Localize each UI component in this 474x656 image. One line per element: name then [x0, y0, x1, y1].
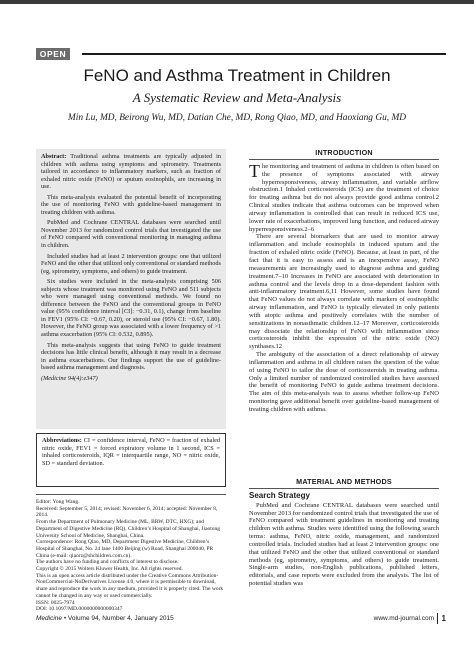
- intro-paragraph: The ambiguity of the association of a direct relationship of airway inflammation and asthma in all children raises the question of the value of using FeNO to tailor the dose of corticosteroids in treating asthma. Only a limited number of randomized controlled studies have assessed the benefit of monitoring FeNO to guide asthma treatment decisions. The aim of this meta-analysis was to assess whether follow-up FeNO monitoring gave additional benefit over guideline-based management of treating children with asthma.: [249, 351, 439, 413]
- footer-separator: [437, 613, 438, 624]
- article-title: FeNO and Asthma Treatment in Children: [83, 66, 391, 85]
- abbreviations-label: Abbreviations:: [42, 437, 82, 444]
- abstract-citation: (Medicine 94(4):e347): [41, 374, 98, 382]
- editor-line: Editor: Yong Wang.: [36, 499, 80, 505]
- author-list: Min Lu, MD, Beirong Wu, MD, Datian Che, MD, Rong Qiao, MD, and Haoxiang Gu, MD: [67, 113, 407, 123]
- affiliation-line: From the Department of Pulmonary Medicine (ML, BRW, DTC, HXG); and Department of Digestive Medicine (RQ), Children’s Hospital of Shanghai, Jiaotong University School of Medicine, Shanghai, China.: [36, 519, 221, 539]
- conflict-line: The authors have no funding and conflicts of interest to disclose.: [36, 559, 179, 566]
- copyright-line: Copyright © 2015 Wolters Kluwer Health, Inc. All rights reserved.: [36, 566, 183, 573]
- footer-website[interactable]: www.md-journal.com: [373, 615, 434, 622]
- front-matter: [36, 494, 226, 613]
- methods-heading: MATERIAL AND METHODS: [249, 478, 439, 489]
- intro-paragraph: There are several biomarkers that are used to monitor airway inflammation and include eosinophils in induced sputum and the fraction of exhaled nitric oxide (FeNO). Because, at least in part, of the fact that it is easy to assess and is an inexpensive assay, FeNO measurements are increasingly used to diagnose asthma and guiding treatment.7–10 Increases in FeNO are associated with deterioration in asthma control and the levels drop in a dose-dependent fashion with anti-inflammatory treatment.6,11 However, some studies have found that FeNO values do not always correlate with markers of eosinophilic airway inflammation, and FeNO is typically elevated in only patients with atopic asthma and positively correlates with the number of sensitizations in nonasthmatic children.12–17 Moreover, corticosteroids may dissociate the relationship of FeNO with inflammation since corticosteroids inhibit the expression of the nitric oxide (NO) synthases.12: [249, 233, 439, 351]
- introduction-section: [249, 149, 439, 414]
- abstract-paragraph: Included studies had at least 2 intervention groups: one that utilized FeNO and the other that utilized only conventional or standard methods (eg, spirometry, symptoms, and others) to guide treatment.: [41, 252, 221, 275]
- license-line: This is an open access article distributed under the Creative Commons Attribution-NonCommercial-NoDerivatives License 4.0, where it is permissible to download, share and reproduce the work in any medium, provided it is properly cited. The work cannot be changed in any way or used commercially.: [36, 572, 224, 599]
- abstract-paragraph: Six studies were included in the meta-analysis comprising 506 subjects whose treatment was monitored using FeNO and 511 subjects who were managed using conventional methods. We found no difference between the FeNO and the conventional groups in FeNO value (95% confidence interval [CI]: −0.31, 0.1), change from baseline in FEV1 (95% CI: −0.67, 0.20), or steroid use (95% CI: −0.67, 1.80). However, the FeNO group was associated with a lower frequency of >1 asthma exacerbation (95% CI: 0.532, 0.895).: [41, 278, 221, 339]
- abbreviations-text: CI = confidence interval, FeNO = fraction of exhaled nitric oxide, FEV1 = forced expiratory volume in 1 second, ICS = inhaled corticosteroids, IQR = interquartile range, NO = nitric oxide, SD = standard deviation.: [42, 437, 220, 467]
- drop-cap: T: [249, 160, 260, 181]
- abstract-paragraph: This meta-analysis evaluated the potential benefit of incorporating the use of monitoring FeNO with guideline-based management in treating children with asthma.: [41, 193, 221, 216]
- abstract-paragraph: This meta-analysis suggests that using FeNO to guide treatment decisions has little clinical benefit, although it may result in a decrease in asthma exacerbations. Our findings support the use of guideline-based asthma management and diagnosis.: [41, 341, 221, 372]
- search-strategy-heading: Search Strategy: [249, 490, 310, 500]
- abstract-paragraph: Abstract: Traditional asthma treatments are typically adjusted in children with asthma using symptoms and spirometry. Treatments tailored in accordance to inflammatory markers, such as fraction of exhaled nitric oxide (FeNO) or sputum eosinophils, are increasing in use.: [41, 153, 221, 191]
- open-access-badge: OPEN: [36, 48, 70, 60]
- abstract-paragraph: PubMed and Cochrane CENTRAL databases were searched until November 2013 for randomized control trials that investigated the use of FeNO compared with conventional monitoring in managing asthma in children.: [41, 219, 221, 250]
- methods-section: [249, 478, 439, 588]
- page-number: 1: [441, 614, 446, 623]
- issn-line: ISSN: 0025-7974: [36, 599, 75, 606]
- abbreviations-box: [36, 433, 226, 487]
- abstract-label: Abstract:: [41, 153, 67, 160]
- intro-paragraph: The monitoring and treatment of asthma in children is often based on the presence of symptoms associated with airway hyperresponsiveness, airway inflammation, and variable airflow obstruction.1 Inhaled corticosteroids (ICS) are the treatment of choice for treating asthma but do not always provide good asthma control.2 Clinical studies indicate that asthma outcomes can be improved when airway inflammation is controlled that can result in reduced ICS use, lower rate of exacerbations, improved lung function, and reduced airway hyperresponsiveness.2–6: [249, 160, 439, 233]
- abstract-box: [36, 149, 226, 429]
- header-rule: [82, 53, 446, 55]
- received-line: Received: September 5, 2014; revised: November 6, 2014; accepted: November 8, 2014.: [36, 505, 218, 519]
- top-rule: [0, 0, 474, 4]
- correspondence-line: Correspondence: Rong Qiao, MD, Department Digestive Medicine, Children’s Hospital of Shanghai, No. 24 lane 1400 Beijing (w) Road, Shanghai 200040, PR China (e-mail: qiaorz@shchildren.com.cn).: [36, 539, 214, 559]
- footer-journal: Medicine • Volume 94, Number 4, January 2015: [36, 615, 174, 622]
- article-subtitle: A Systematic Review and Meta-Analysis: [132, 90, 342, 105]
- introduction-heading: INTRODUCTION: [249, 149, 439, 160]
- methods-paragraph: PubMed and Cochrane CENTRAL databases were searched until November 2013 for randomized control trials that investigated the use of FeNO compared with treatment guidelines in monitoring and treating children with asthma. Studies were identified using the following search terms: asthma, FeNO, nitric oxide, management, and randomized controlled trials. Included studies had at least 2 intervention groups: one that utilized FeNO and the other that utilized conventional or standard methods (eg, spirometry, symptoms, and others) to guide treatment. Single-arm studies, non-English publications, published letters, editorials, and case reports were excluded from the analysis. The list of potential studies was: [249, 501, 439, 588]
- doi-line: DOI: 10.1097/MD.0000000000000347: [36, 606, 123, 613]
